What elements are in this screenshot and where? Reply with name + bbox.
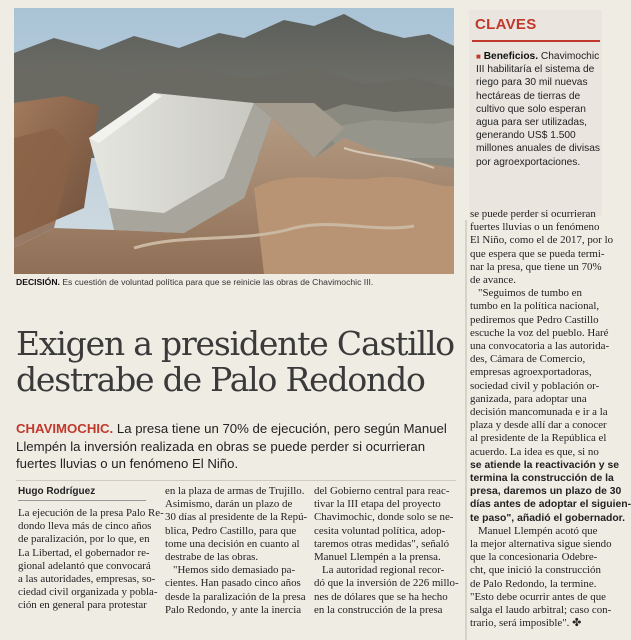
column-line: una convocatoria a las autorida-: [470, 340, 610, 353]
byline-rule: [18, 500, 146, 501]
column-line: se atiende la reactivación y se: [470, 459, 620, 471]
claves-title: CLAVES: [475, 16, 537, 33]
column-line: empresas agroexportadoras,: [470, 366, 592, 379]
column-line: dondo lleva más de cinco años: [18, 520, 152, 533]
column-line: pediremos que Pedro Castillo: [470, 313, 599, 326]
article-column-4: [470, 208, 631, 631]
column-line: Asimismo, darán un plazo de: [165, 498, 293, 511]
column-line: sociedad civil y población or-: [470, 379, 600, 392]
column-line: taremos otras medidas", señaló: [314, 537, 450, 550]
column-line: al presidente de la República el: [470, 432, 607, 445]
column-line: presa, daremos un plazo de 30: [470, 486, 622, 498]
headline-line-1: Exigen a presidente Castillo: [16, 324, 454, 363]
column-line: de Palo Redondo, la termine.: [470, 577, 597, 590]
column-line: tome una decisión en cuanto al: [165, 537, 300, 550]
column-line: en la construcción de la presa: [314, 603, 443, 616]
article-lede: [16, 420, 458, 473]
column-divider: [465, 220, 467, 640]
column-line: salga el laudo arbitral; caso con-: [470, 604, 612, 617]
byline: Hugo Rodríguez: [18, 486, 96, 497]
column-line: des, Cámara de Comercio,: [470, 353, 586, 366]
photo-caption: [16, 277, 456, 287]
column-line: días antes de adoptar el siguien-: [470, 499, 631, 511]
claves-item-text: Chavimochic III habilitaría el sistema de riego para 30 mil nuevas hectáreas de tierras de cultivo que solo esperan agua para ser utilizadas, generando US$ 1.500 millones anuales de divisas por agroexportaciones.: [476, 51, 601, 168]
headline-line-2: destrabe de Palo Redondo: [16, 360, 425, 399]
column-line: que la concesionaria Odebre-: [470, 551, 598, 564]
column-line: 30 días al presidente de la Repú-: [165, 511, 308, 524]
column-line: del Gobierno central para reac-: [314, 485, 450, 497]
column-line: cientes. Han pasado cinco años: [165, 577, 301, 590]
column-line: ción en general para protestar: [18, 599, 147, 612]
article-headline: [16, 326, 456, 398]
article-column-3: [314, 485, 459, 617]
column-line: "Seguimos de tumbo en: [478, 287, 582, 300]
column-line: "Hemos sido demasiado pa-: [173, 564, 296, 577]
section-divider: [16, 480, 456, 481]
column-line: Chavimochic, donde solo se ne-: [314, 511, 454, 524]
column-line: desde la paralización de la presa: [165, 590, 306, 603]
column-line: que espera que se pueda termi-: [470, 247, 605, 260]
column-line: blica, Pedro Castillo, para que: [165, 524, 297, 537]
column-line: acuerdo. La idea es que, si no: [470, 445, 599, 458]
column-line: la mejor alternativa sigue siendo: [470, 538, 612, 551]
claves-rule: [472, 40, 600, 42]
column-line: tivar la III etapa del proyecto: [314, 498, 441, 511]
column-line: Manuel Llempén acotó que: [478, 524, 598, 537]
column-line: termina la construcción de la: [470, 473, 614, 485]
column-line: gional adelantó que convocará: [18, 559, 151, 572]
column-line: ciedad civil organizada y pobla-: [18, 586, 158, 599]
column-line: cesita voluntad política, adop-: [314, 524, 446, 537]
bullet-icon: ■: [476, 52, 481, 61]
column-line: cht, que inició la construcción: [470, 564, 601, 577]
column-line: trario, será imposible". ✤: [470, 617, 582, 630]
column-line: nes de dólares que se ha hecho: [314, 590, 448, 603]
article-column-1: [18, 507, 164, 613]
article-column-2: [165, 485, 308, 617]
column-line: plaza y desde allí dar a conocer: [470, 419, 607, 432]
column-line: de paralización, por lo que, en: [18, 533, 150, 546]
caption-text: Es cuestión de voluntad política para que se reinicie las obras de Chavimochic III.: [62, 277, 374, 287]
claves-item-label: Beneficios.: [483, 51, 539, 62]
column-line: tumbo en la política nacional,: [470, 300, 600, 313]
column-line: "Esto debe ocurrir antes de que: [470, 590, 606, 603]
column-line: La autoridad regional recor-: [322, 564, 445, 577]
column-line: dó que la inversión de 226 millo-: [314, 577, 459, 590]
column-line: destrabe de las obras.: [165, 551, 259, 564]
column-line: en la plaza de armas de Trujillo.: [165, 485, 305, 497]
column-line: fuertes lluvias o un fenómeno: [470, 221, 600, 234]
column-line: de avance.: [470, 274, 516, 287]
column-line: a las autoridades, empresas, so-: [18, 573, 156, 586]
column-line: Palo Redondo, y ante la inercia: [165, 603, 302, 616]
column-line: te paso", añadió el gobernador.: [470, 512, 626, 524]
column-line: El Niño, como el de 2017, por lo: [470, 234, 614, 247]
column-line: La Libertad, el gobernador re-: [18, 546, 150, 559]
caption-label: DECISIÓN.: [16, 277, 60, 287]
column-line: decisión mancomunada e ir a la: [470, 406, 608, 419]
lede-kicker: CHAVIMOCHIC.: [16, 421, 114, 436]
column-line: se puede perder si ocurrieran: [470, 208, 596, 220]
column-line: Manuel Llempén a la prensa.: [314, 551, 441, 564]
lede-text: La presa tiene un 70% de ejecución, pero según Manuel Llempén la inversión realizada en obras se puede perder si ocurrieran fuertes lluvias o un fenómeno El Niño.: [16, 421, 447, 471]
column-line: La ejecución de la presa Palo Re-: [18, 507, 164, 519]
column-line: nar la presa, que tiene un 70%: [470, 260, 602, 273]
dam-photo: [14, 8, 454, 274]
claves-item: [476, 50, 602, 169]
column-line: escuche la voz del pueblo. Haré: [470, 326, 609, 339]
column-line: ganizada, para adoptar una: [470, 392, 587, 405]
